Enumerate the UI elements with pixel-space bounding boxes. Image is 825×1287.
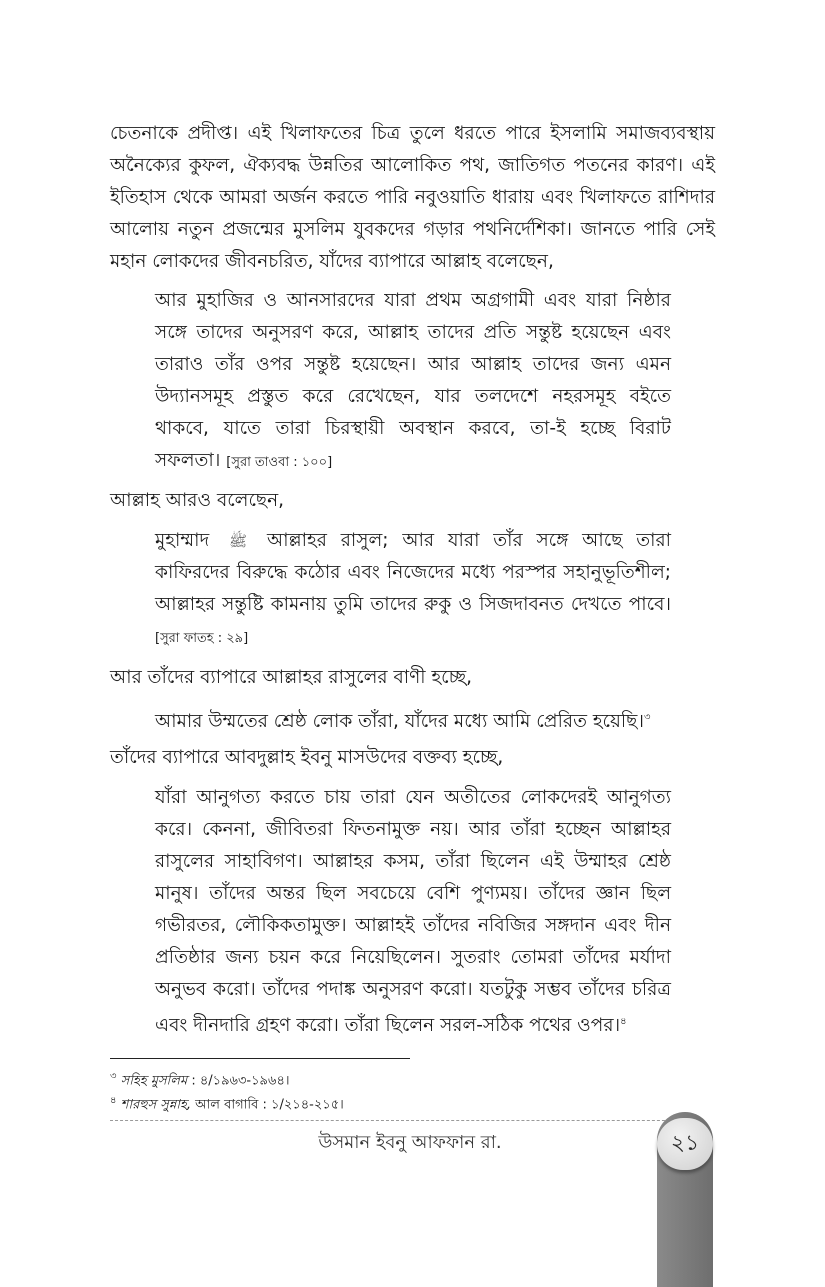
quote-text: আর মুহাজির ও আনসারদের যারা প্রথম অগ্রগামী এবং যারা নিষ্ঠার সঙ্গে তাদের অনুসরণ করে, আল্লাহ তাদের প্রতি সন্তুষ্ট হয়েছেন এবং তারাও তাঁর ওপর সন্তুষ্ট হয়েছেন। আর আল্লাহ তাদের জন্য এমন উদ্যানসমূহ প্রস্তুত করে রেখেছেন, যার তলদেশে নহরসমূহ বইতে থাকবে, যাতে তারা চিরস্থায়ী অবস্থান করবে, তা-ই হচ্ছে বিরাট সফলতা। xyxy=(155,290,671,471)
quote-text: আমার উম্মতের শ্রেষ্ঠ লোক তাঁরা, যাঁদের মধ্যে আমি প্রেরিত হয়েছি। xyxy=(155,711,644,733)
opening-paragraph: চেতনাকে প্রদীপ্ত। এই খিলাফতের চিত্র তুলে ধরতে পারে ইসলামি সমাজব্যবস্থায় অনৈক্যের কুফল, ঐক্যবদ্ধ উন্নতির আলোকিত পথ, জাতিগত পতনের কারণ। এই ইতিহাস থেকে আমরা অর্জন করতে পারি নবুওয়াতি ধারায় এবং খিলাফতে রাশিদার আলোয় নতুন প্রজন্মের মুসলিম যুবকদের গড়ার পথনির্দেশিকা। জানতে পারি সেই মহান লোকদের জীবনচরিত, যাঁদের ব্যাপারে আল্লাহ বলেছেন, xyxy=(110,123,715,272)
footer-divider xyxy=(110,1120,685,1121)
quote-text: যাঁরা আনুগত্য করতে চায় তারা যেন অতীতের লোকদেরই আনুগত্য করে। কেননা, জীবিতরা ফিতনামুক্ত নয়। আর তাঁরা হচ্ছেন আল্লাহর রাসুলের সাহাবিগণ। আল্লাহর কসম, তাঁরা ছিলেন এই উম্মাহর শ্রেষ্ঠ মানুষ। তাঁদের অন্তর ছিল সবচেয়ে বেশি পুণ্যময়। তাঁদের জ্ঞান ছিল গভীরতর, লৌকিকতামুক্ত। আল্লাহই তাঁদের নবিজির সঙ্গদান এবং দীন প্রতিষ্ঠার জন্য চয়ন করে নিয়েছিলেন। সুতরাং তোমরা তাঁদের মর্যাদা অনুভব করো। তাঁদের পদাঙ্ক অনুসরণ করো। যতটুকু সম্ভব তাঁদের চরিত্র এবং দীনদারি গ্রহণ করো। তাঁরা ছিলেন সরল-সঠিক পথের ওপর। xyxy=(155,787,671,1037)
footnote-item xyxy=(110,1092,670,1114)
page-number: ২১ xyxy=(657,1118,713,1170)
footnote-divider xyxy=(110,1058,410,1059)
footnote-ref[interactable]: ৪ xyxy=(620,1016,627,1027)
footnote-detail: : ৪/১৯৬৩-১৯৬৪। xyxy=(187,1073,290,1089)
quote-hadith xyxy=(155,702,671,738)
intro-line: তাঁদের ব্যাপারে আবদুল্লাহ ইবনু মাসউদের বক্তব্য হচ্ছে, xyxy=(110,747,504,768)
running-footer-title: উসমান ইবনু আফফান রা. xyxy=(318,1132,502,1153)
quote-citation: [সুরা ফাতহ : ২৯] xyxy=(155,631,249,646)
quote-tawbah xyxy=(155,285,671,479)
intro-line: আর তাঁদের ব্যাপারে আল্লাহর রাসুলের বাণী হচ্ছে, xyxy=(110,667,473,688)
quote-text-start: মুহাম্মাদ xyxy=(155,530,210,551)
footnote-item xyxy=(110,1068,670,1090)
quote-text-rest: আল্লাহর রাসুল; আর যারা তাঁর সঙ্গে আছে তারা কাফিরদের বিরুদ্ধে কঠোর এবং নিজেদের মধ্যে পরস্পর সহানুভূতিশীল; আল্লাহর সন্তুষ্টি কামনায় তুমি তাদের রুকু ও সিজদাবনত দেখতে পাবে। xyxy=(155,530,671,615)
quote-fath xyxy=(155,525,671,655)
quote-citation: [সুরা তাওবা : ১০০] xyxy=(226,455,333,470)
footnote-source: শারহুস সুন্নাহ, xyxy=(120,1097,192,1113)
footnote-mark: ৩ xyxy=(110,1071,117,1082)
intro-line: আল্লাহ আরও বলেছেন, xyxy=(110,490,285,511)
quote-ibn-masud xyxy=(155,782,671,1042)
footnote-detail: আল বাগাবি : ১/২১৪-২১৫। xyxy=(191,1097,344,1113)
footnote-mark: ৪ xyxy=(110,1095,117,1106)
footnote-ref[interactable]: ৩ xyxy=(644,712,651,723)
salawat-icon: ﷺ xyxy=(229,532,248,550)
footnote-source: সহিহ মুসলিম xyxy=(120,1073,188,1089)
